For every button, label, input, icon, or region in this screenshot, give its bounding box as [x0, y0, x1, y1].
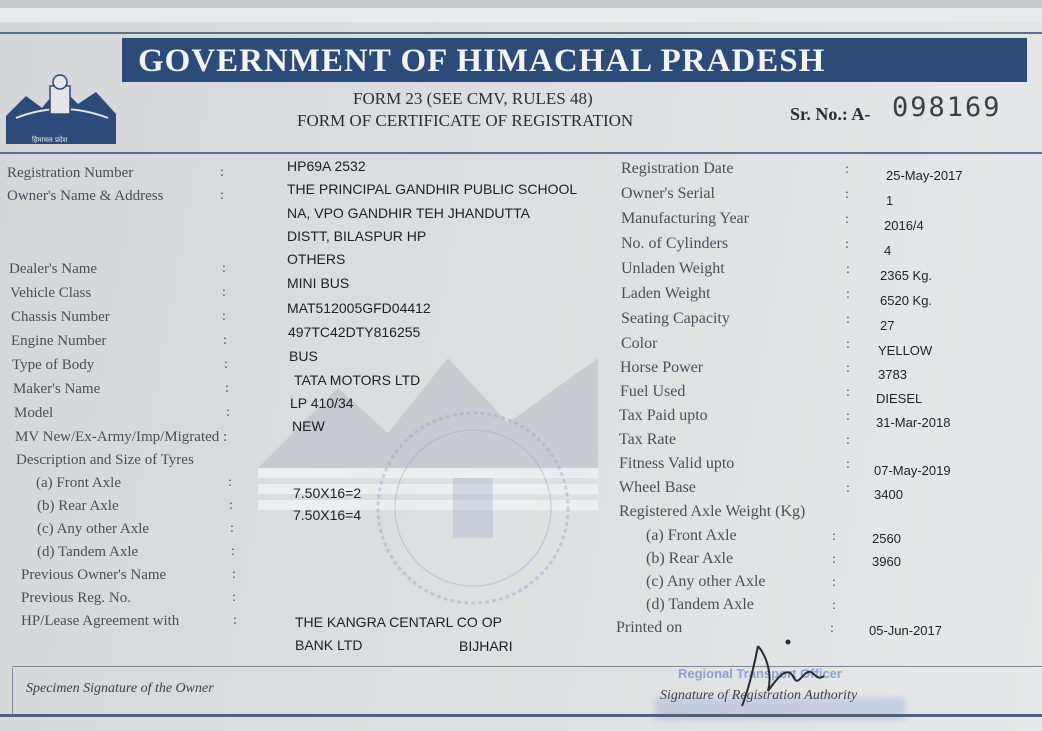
frame-top-line: [0, 32, 1042, 34]
label-horse-power: Horse Power: [620, 359, 704, 376]
label-fitness-valid-upto: Fitness Valid upto: [619, 455, 735, 472]
label-owners-serial: Owner's Serial: [621, 185, 715, 202]
colon: :: [846, 337, 850, 352]
value-manufacturing-year: 2016/4: [884, 218, 924, 233]
colon: :: [223, 333, 227, 348]
label-wheel-base: Wheel Base: [619, 479, 696, 496]
label-chassis-number: Chassis Number: [11, 309, 110, 325]
colon: :: [220, 165, 224, 180]
owner-signature-label: Specimen Signature of the Owner: [26, 681, 214, 696]
serial-number: 098169: [892, 92, 1002, 123]
value-type-of-body: BUS: [289, 348, 318, 364]
label-axle-weight-other: (c) Any other Axle: [646, 573, 766, 590]
colon: :: [845, 187, 849, 202]
colon: :: [222, 309, 226, 324]
form-subtitle: FORM OF CERTIFICATE OF REGISTRATION: [297, 111, 634, 130]
label-registration-date: Registration Date: [621, 160, 734, 177]
colon: :: [230, 521, 234, 536]
colon: :: [233, 613, 237, 628]
label-laden-weight: Laden Weight: [621, 285, 711, 302]
colon: :: [228, 475, 232, 490]
title-bar: [122, 38, 1027, 82]
colon: :: [830, 621, 834, 636]
label-registration-number: Registration Number: [7, 165, 134, 181]
form-reference: FORM 23 (SEE CMV, RULES 48): [353, 89, 593, 108]
colon: :: [229, 498, 233, 513]
colon: :: [832, 552, 836, 567]
label-tax-rate: Tax Rate: [619, 431, 677, 448]
label-tyre-description: Description and Size of Tyres: [16, 452, 194, 468]
label-dealer-name: Dealer's Name: [9, 261, 98, 277]
value-fuel-used: DIESEL: [876, 391, 923, 406]
value-mv-status: NEW: [292, 418, 325, 434]
state-emblem-logo: [2, 56, 120, 148]
label-manufacturing-year: Manufacturing Year: [621, 210, 749, 227]
colon: :: [222, 261, 226, 276]
label-mv-status: MV New/Ex-Army/Imp/Migrated :: [15, 429, 228, 445]
value-wheel-base: 3400: [874, 487, 903, 502]
colon: :: [846, 312, 850, 327]
colon: :: [846, 481, 850, 496]
header-divider: [0, 152, 1042, 154]
label-lease-agreement: HP/Lease Agreement with: [21, 613, 180, 629]
registration-certificate: [0, 8, 1042, 731]
authority-stamp: Regional Transport Officer: [678, 666, 842, 681]
label-axle-weight-rear: (b) Rear Axle: [646, 550, 734, 567]
colon: :: [832, 575, 836, 590]
label-tax-paid-upto: Tax Paid upto: [619, 407, 708, 424]
authority-signature-label: Signature of Registration Authority: [660, 688, 858, 703]
value-registration-number: HP69A 2532: [287, 158, 366, 174]
label-owner-name-address: Owner's Name & Address: [7, 188, 164, 204]
value-owner-address-line2: DISTT, BILASPUR HP: [287, 228, 427, 244]
serial-label: Sr. No.: A-: [790, 104, 871, 124]
colon: :: [845, 162, 849, 177]
value-laden-weight: 6520 Kg.: [880, 293, 933, 308]
colon: :: [222, 285, 226, 300]
value-vehicle-class: MINI BUS: [287, 275, 350, 291]
colon: :: [226, 405, 230, 420]
value-tyre-front-axle: 7.50X16=2: [293, 485, 362, 501]
value-lease-location: BIJHARI: [459, 638, 513, 654]
value-model: LP 410/34: [290, 395, 354, 411]
colon: :: [846, 361, 850, 376]
label-seating-capacity: Seating Capacity: [621, 310, 730, 327]
colon: :: [845, 237, 849, 252]
value-lease-agreement: THE KANGRA CENTARL CO OP: [295, 614, 502, 630]
colon: :: [232, 567, 236, 582]
value-unladen-weight: 2365 Kg.: [880, 268, 933, 283]
value-lease-agreement-line2: BANK LTD: [295, 637, 363, 653]
value-tyre-rear-axle: 7.50X16=4: [293, 507, 362, 523]
value-engine-number: 497TC42DTY816255: [288, 324, 421, 340]
value-owner-address-line1: NA, VPO GANDHIR TEH JHANDUTTA: [287, 205, 530, 221]
colon: :: [832, 598, 836, 613]
colon: :: [832, 529, 836, 544]
value-owners-serial: 1: [886, 193, 894, 208]
label-tyre-front-axle: (a) Front Axle: [36, 475, 121, 491]
value-owner-name: THE PRINCIPAL GANDHIR PUBLIC SCHOOL: [287, 181, 578, 197]
colon: :: [845, 212, 849, 227]
logo-caption: हिमाचल प्रदेश: [32, 136, 68, 144]
label-engine-number: Engine Number: [11, 333, 107, 349]
value-printed-on: 05-Jun-2017: [869, 623, 942, 638]
label-axle-weight-tandem: (d) Tandem Axle: [646, 596, 754, 613]
colon: :: [220, 188, 224, 203]
colon: :: [846, 457, 850, 472]
colon: :: [846, 287, 850, 302]
colon: :: [846, 385, 850, 400]
value-horse-power: 3783: [878, 367, 907, 382]
colon: :: [225, 381, 229, 396]
label-unladen-weight: Unladen Weight: [621, 260, 725, 277]
value-dealer-name: OTHERS: [287, 251, 346, 267]
owner-signature-box-edge: [12, 668, 13, 714]
label-tyre-tandem-axle: (d) Tandem Axle: [37, 544, 139, 560]
label-registered-axle-weight: Registered Axle Weight (Kg): [619, 503, 806, 520]
value-tax-paid-upto: 31-Mar-2018: [876, 415, 951, 430]
label-tyre-other-axle: (c) Any other Axle: [37, 521, 150, 537]
colon: :: [846, 262, 850, 277]
colon: :: [846, 433, 850, 448]
value-seating-capacity: 27: [880, 318, 895, 333]
value-no-of-cylinders: 4: [884, 243, 892, 258]
label-vehicle-class: Vehicle Class: [10, 285, 92, 301]
label-axle-weight-front: (a) Front Axle: [646, 527, 737, 544]
label-tyre-rear-axle: (b) Rear Axle: [37, 498, 119, 514]
colon: :: [224, 357, 228, 372]
label-makers-name: Maker's Name: [13, 381, 101, 397]
colon: :: [231, 544, 235, 559]
label-printed-on: Printed on: [616, 619, 683, 636]
label-previous-reg-no: Previous Reg. No.: [21, 590, 131, 606]
colon: :: [846, 409, 850, 424]
frame-bottom-line: [0, 714, 1042, 717]
value-chassis-number: MAT512005GFD04412: [287, 300, 431, 316]
value-makers-name: TATA MOTORS LTD: [294, 372, 421, 388]
value-color: YELLOW: [878, 343, 933, 358]
page-title: GOVERNMENT OF HIMACHAL PRADESH: [138, 43, 826, 79]
value-fitness-valid-upto: 07-May-2019: [874, 463, 951, 478]
label-model: Model: [14, 405, 54, 421]
label-type-of-body: Type of Body: [12, 357, 95, 373]
label-no-of-cylinders: No. of Cylinders: [621, 235, 729, 252]
footer-divider: [12, 666, 1042, 667]
label-fuel-used: Fuel Used: [620, 383, 686, 400]
label-previous-owner: Previous Owner's Name: [21, 567, 167, 583]
colon: :: [232, 590, 236, 605]
card-top-edge: [0, 8, 1042, 22]
value-axle-weight-front: 2560: [872, 531, 901, 546]
value-registration-date: 25-May-2017: [886, 168, 963, 183]
value-axle-weight-rear: 3960: [872, 554, 901, 569]
label-color: Color: [621, 335, 658, 352]
